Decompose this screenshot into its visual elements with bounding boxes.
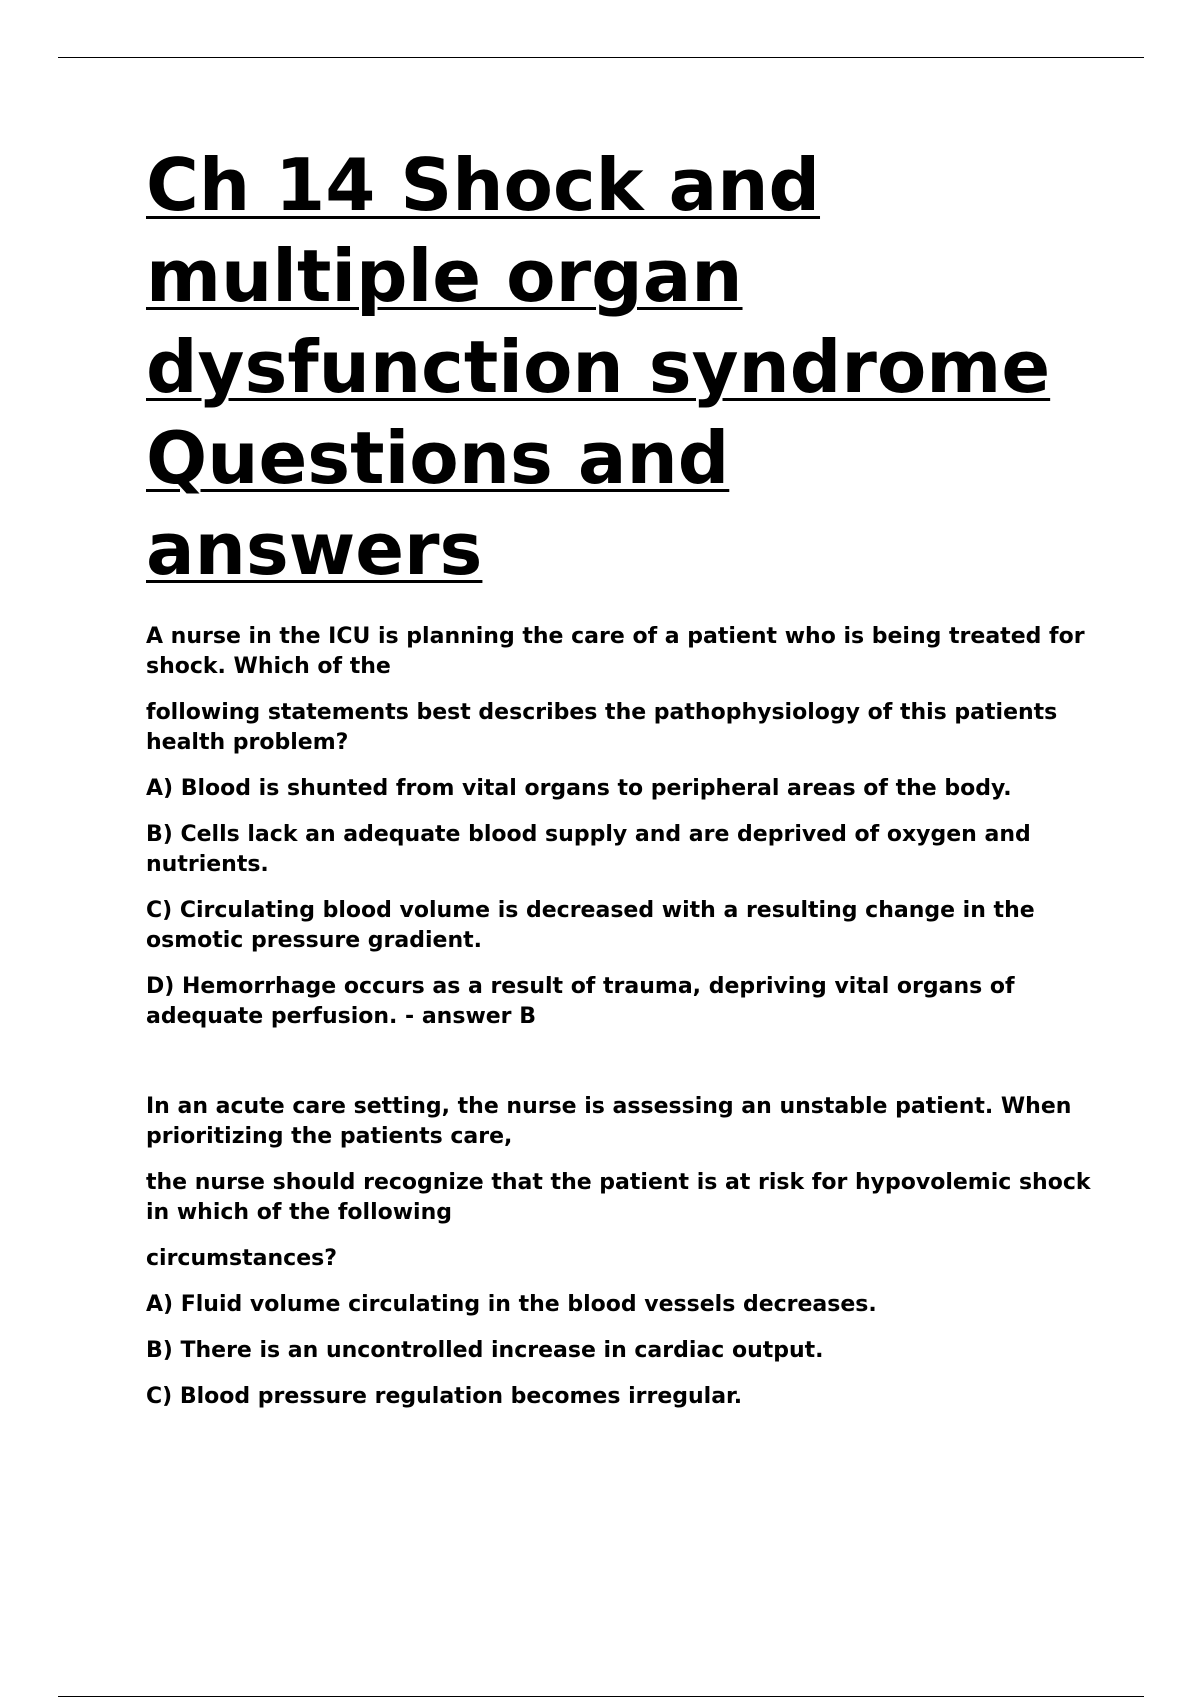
- document-title: [146, 140, 1096, 595]
- document-body: [146, 140, 1096, 1412]
- title-line-2: multiple organ: [146, 234, 743, 318]
- question-1-option-c: C) Circulating blood volume is decreased with a resulting change in the osmotic pressure gradient.: [146, 898, 1035, 953]
- question-2-stem-part-3: circumstances?: [146, 1246, 337, 1271]
- question-1-option-a: A) Blood is shunted from vital organs to peripheral areas of the body.: [146, 776, 1012, 801]
- question-2-option-c: C) Blood pressure regulation becomes irregular.: [146, 1384, 743, 1409]
- question-1-option-b: B) Cells lack an adequate blood supply and are deprived of oxygen and nutrients.: [146, 822, 1031, 877]
- question-1-stem-part-2: following statements best describes the pathophysiology of this patients health problem?: [146, 700, 1058, 755]
- question-2-stem-part-2: the nurse should recognize that the patient is at risk for hypovolemic shock in which of the following: [146, 1170, 1091, 1225]
- question-1-stem-part-1: A nurse in the ICU is planning the care of a patient who is being treated for shock. Which of the: [146, 624, 1085, 679]
- top-rule: [58, 57, 1144, 58]
- question-2-option-a: A) Fluid volume circulating in the blood vessels decreases.: [146, 1292, 877, 1317]
- bottom-rule: [58, 1696, 1144, 1697]
- title-line-5: answers: [146, 507, 483, 591]
- title-line-4: Questions and: [146, 416, 730, 500]
- question-2-option-b: B) There is an uncontrolled increase in cardiac output.: [146, 1338, 824, 1363]
- title-line-1: Ch 14 Shock and: [146, 143, 821, 227]
- question-2-stem-part-1: In an acute care setting, the nurse is assessing an unstable patient. When prioritizing the patients care,: [146, 1094, 1072, 1149]
- question-1-option-d: D) Hemorrhage occurs as a result of trauma, depriving vital organs of adequate perfusion. - answer B: [146, 974, 1015, 1029]
- title-line-3: dysfunction syndrome: [146, 325, 1051, 409]
